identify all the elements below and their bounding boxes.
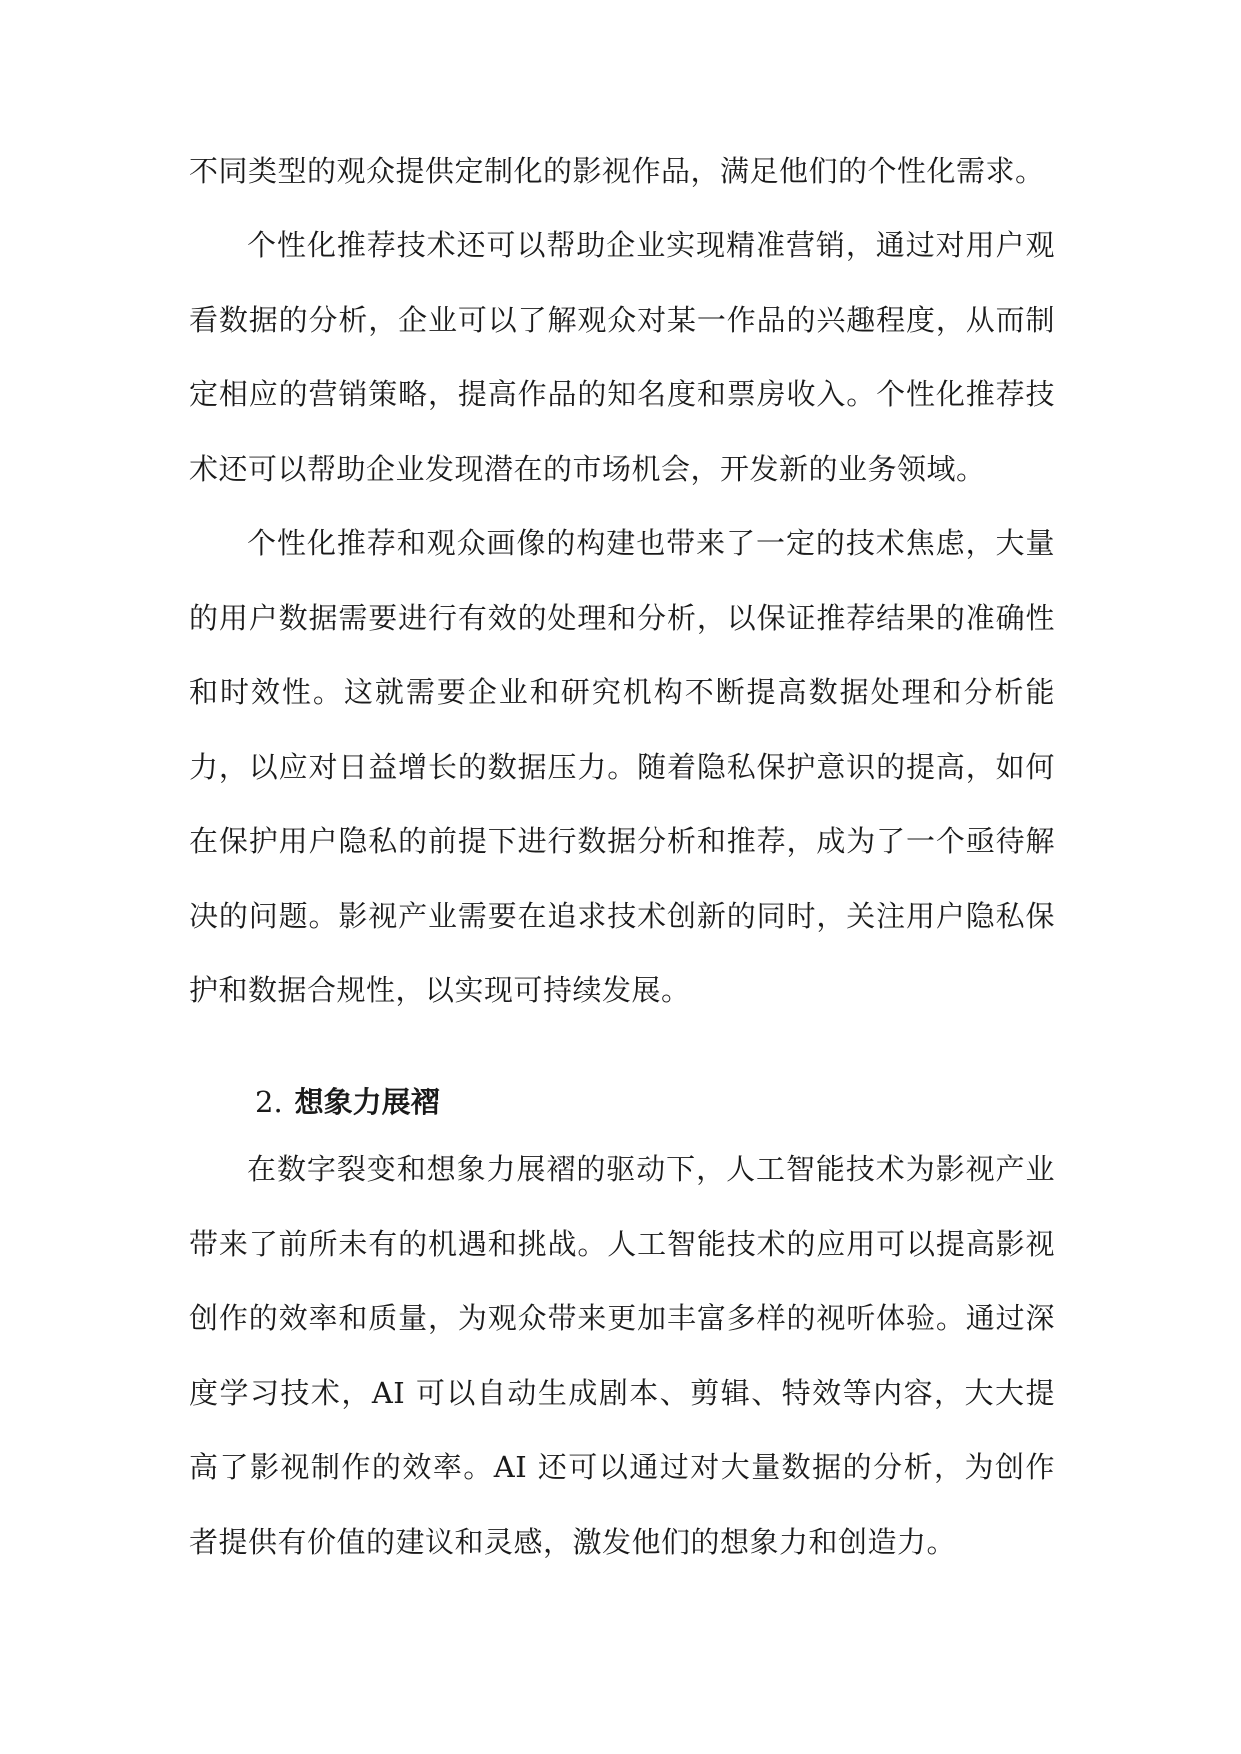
paragraph-ai-opportunities: 在数字裂变和想象力展褶的驱动下，人工智能技术为影视产业带来了前所未有的机遇和挑战。人工智能技术的应用可以提高影视创作的效率和质量，为观众带来更加丰富多样的视听体验。通过深度学习技术，AI 可以自动生成剧本、剪辑、特效等内容，大大提高了影视制作的效率。AI 还可以通过对大量数据的分析，为创作者提供有价值的建议和灵感，激发他们的想象力和创造力。: [189, 1152, 1055, 1559]
paragraph-continuation: 不同类型的观众提供定制化的影视作品，满足他们的个性化需求。: [189, 154, 1045, 188]
paragraph-technical-anxiety: 个性化推荐和观众画像的构建也带来了一定的技术焦虑，大量的用户数据需要进行有效的处理和分析，以保证推荐结果的准确性和时效性。这就需要企业和研究机构不断提高数据处理和分析能力，以应对日益增长的数据压力。随着隐私保护意识的提高，如何在保护用户隐私的前提下进行数据分析和推荐，成为了一个亟待解决的问题。影视产业需要在追求技术创新的同时，关注用户隐私保护和数据合规性，以实现可持续发展。: [189, 526, 1055, 1007]
section-title: 想象力展褶: [294, 1085, 440, 1119]
section-number: 2.: [255, 1085, 283, 1119]
section-heading: [255, 1082, 440, 1122]
paragraph-precision-marketing: 个性化推荐技术还可以帮助企业实现精准营销，通过对用户观看数据的分析，企业可以了解观众对某一作品的兴趣程度，从而制定相应的营销策略，提高作品的知名度和票房收入。个性化推荐技术还可以帮助企业发现潜在的市场机会，开发新的业务领域。: [189, 228, 1055, 486]
